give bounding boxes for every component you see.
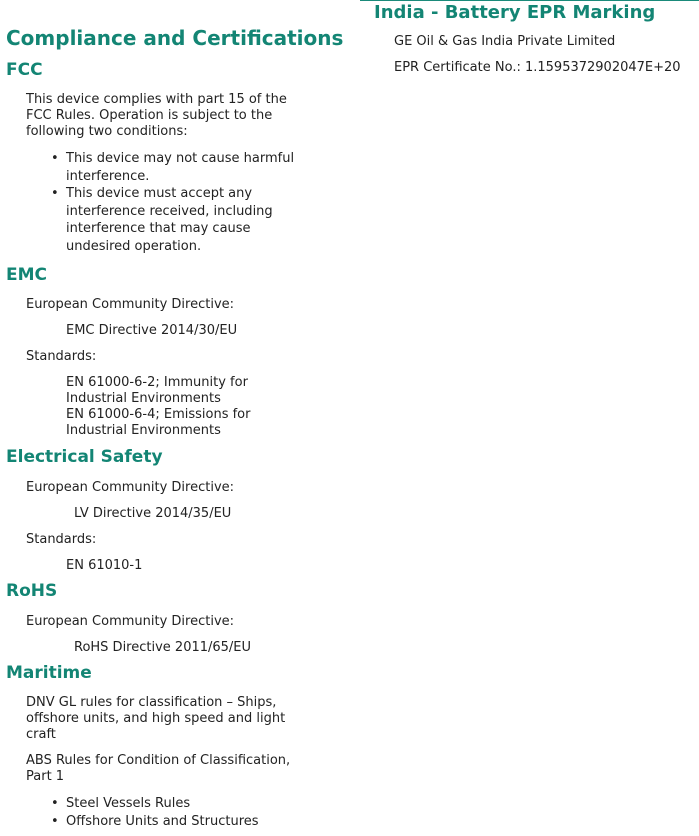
bullet-icon: • (51, 813, 59, 829)
fcc-heading: FCC (6, 60, 43, 80)
emc-standards-label: Standards: (26, 349, 97, 364)
top-divider (360, 0, 699, 1)
rohs-directive: RoHS Directive 2011/65/EU (74, 640, 252, 655)
fcc-conditions-list (48, 150, 316, 255)
maritime-dnv-rules: DNV GL rules for classification – Ships, offshore units, and high speed and light craft (26, 695, 286, 742)
page-title: Compliance and Certifications (6, 26, 344, 50)
epr-certificate: EPR Certificate No.: 1.1595372902047E+20 (394, 60, 681, 75)
emc-standard-immunity: EN 61000-6-2; Immunity for Industrial Environments (66, 375, 248, 406)
bullet-icon: • (51, 151, 59, 166)
safety-standard: EN 61010-1 (66, 558, 143, 573)
list-item: • Steel Vessels Rules (51, 796, 191, 811)
safety-directive-label: European Community Directive: (26, 480, 235, 495)
list-item: • Offshore Units and Structures (51, 813, 259, 829)
electrical-safety-heading: Electrical Safety (6, 447, 163, 467)
maritime-abs-rules: ABS Rules for Condition of Classification, Part 1 (26, 753, 291, 784)
list-item: • This device may not cause harmful interference. (51, 151, 295, 184)
abs-rules-list (48, 795, 308, 830)
emc-heading: EMC (6, 265, 48, 285)
bullet-icon: • (51, 186, 59, 201)
safety-standards-label: Standards: (26, 532, 97, 547)
fcc-intro: This device complies with part 15 of the FCC Rules. Operation is subject to the following two conditions: (26, 92, 287, 139)
list-item: • This device must accept any interference received, including interference that may cause undesired operation. (51, 186, 273, 254)
epr-company: GE Oil & Gas India Private Limited (394, 34, 616, 49)
maritime-heading: Maritime (6, 663, 92, 683)
emc-directive: EMC Directive 2014/30/EU (66, 323, 238, 338)
rohs-heading: RoHS (6, 581, 58, 601)
safety-directive: LV Directive 2014/35/EU (74, 506, 232, 521)
emc-standard-emissions: EN 61000-6-4; Emissions for Industrial Environments (66, 407, 251, 438)
bullet-icon: • (51, 796, 59, 811)
india-epr-heading: India - Battery EPR Marking (374, 2, 656, 23)
emc-directive-label: European Community Directive: (26, 297, 235, 312)
rohs-directive-label: European Community Directive: (26, 614, 235, 629)
